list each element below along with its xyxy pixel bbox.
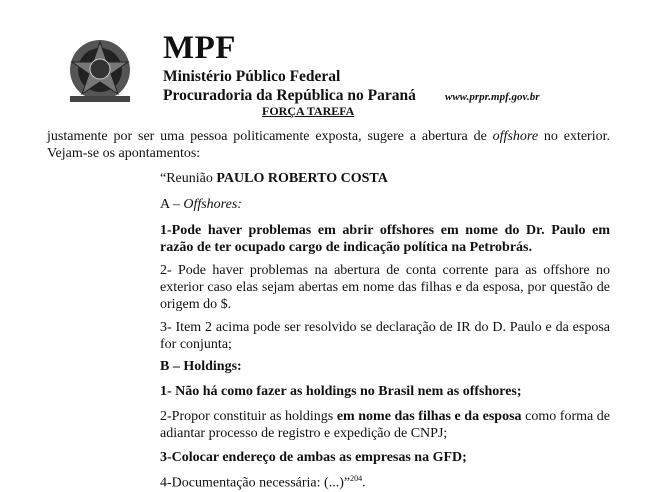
item-b2-end: como forma de adiantar processo de registro e expedição de CNPJ; — [160, 409, 610, 441]
section-a-prefix: A – — [160, 197, 184, 212]
intro-paragraph — [47, 128, 610, 162]
section-a-heading — [160, 196, 610, 213]
item-a1: 1-Pode haver problemas em abrir offshores em nome do Dr. Paulo em razão de ter ocupado cargo de indicação política na Petrobrás. — [160, 223, 610, 255]
org-logo-text: MPF — [163, 30, 236, 66]
item-b1: 1- Não há como fazer as holdings no Brasil nem as offshores; — [160, 384, 522, 399]
office-name: Procuradoria da República no Paraná — [163, 87, 416, 104]
intro-text: justamente por ser uma pessoa politicamente exposta, sugere a abertura de — [47, 129, 493, 144]
item-b3: 3-Colocar endereço de ambas as empresas na GFD; — [160, 450, 467, 465]
item-a3: 3- Item 2 acima pode ser resolvido se declaração de IR do D. Paulo e da esposa for conjunta; — [160, 320, 610, 352]
task-force-label: FORÇA TAREFA — [262, 104, 355, 118]
section-b-heading: B – Holdings: — [160, 359, 242, 374]
item-b4-text: 4-Documentação necessária: (...)” — [160, 475, 351, 491]
item-b2-bold: em nome das filhas e da esposa — [336, 409, 522, 424]
meeting-prefix: “Reunião — [160, 171, 217, 186]
item-a2: 2- Pode haver problemas na abertura de conta corrente para as offshore no exterior caso elas sejam abertas em nome das filhas e da esposa, por questão de origem do $. — [160, 263, 610, 312]
item-b4-period: . — [362, 475, 366, 491]
footnote-ref[interactable]: 204 — [350, 474, 363, 483]
coat-of-arms-seal-icon — [62, 36, 138, 108]
meeting-heading — [160, 170, 610, 187]
item-b2-start: 2-Propor constituir as holdings — [160, 409, 337, 424]
item-b4 — [160, 470, 610, 492]
item-b2 — [160, 408, 610, 442]
intro-emphasis: offshore — [492, 129, 539, 144]
website-url: www.prpr.mpf.gov.br — [445, 91, 540, 103]
ministry-name: Ministério Público Federal — [163, 68, 341, 85]
section-a-title: Offshores: — [183, 197, 242, 212]
meeting-name: PAULO ROBERTO COSTA — [216, 171, 388, 186]
intro-text-end: no exterior. Vejam-se os apontamentos: — [47, 129, 611, 161]
